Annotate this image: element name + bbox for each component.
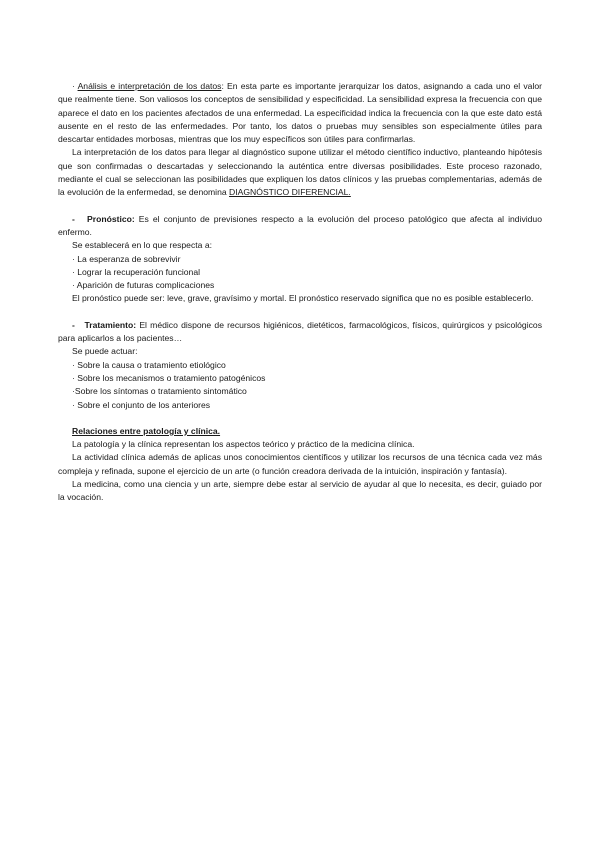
tratamiento-intro: Se puede actuar: xyxy=(72,346,138,357)
spacer xyxy=(58,200,542,213)
relaciones-heading-line xyxy=(58,425,542,438)
relaciones-paragraph-1: La patología y la clínica representan los aspectos teórico y práctico de la medicina clínica. xyxy=(72,439,415,450)
tratamiento-paragraph xyxy=(58,319,542,346)
analisis-text-1: : En esta parte es importante jerarquizar los datos, asignando a cada uno el valor que realmente tiene. Son valiosos los conceptos de sensibilidad y especificidad. La sensibilidad expresa la frecuencia con que aparece el dato en los pacientes afectados de una enfermedad. La especificidad indica la frecuencia con la que este dato está ausente en el resto de las enfermedades. Por tanto, los datos o pruebas muy sensibles son especialmente útiles para descartar entidades morbosas, mientras que los muy específicos son útiles para confirmarlas. xyxy=(58,81,542,145)
pronostico-text: Es el conjunto de previsiones respecto a la evolución del proceso patológico que afecta al individuo enfermo. xyxy=(58,213,542,237)
tratamiento-heading: Tratamiento: xyxy=(84,319,137,330)
analisis-bullet: · xyxy=(72,81,78,91)
relaciones-paragraph-2: La actividad clínica además de aplicas unos conocimientos científicos y utilizar los recursos de una técnica cada vez más compleja y refinada, supone el ejercicio de un arte (o función creadora derivada de la intuición, inspiración y fantasía). xyxy=(58,452,542,476)
relaciones-heading: Relaciones entre patología y clínica. xyxy=(72,425,221,436)
tratamiento-text: El médico dispone de recursos higiénicos, dietéticos, farmacológicos, físicos, quirúrgicos y psicológicos para aplicarlos a los pacientes… xyxy=(58,319,542,344)
list-item: · La esperanza de sobrevivir xyxy=(72,253,181,264)
list-item: · Sobre la causa o tratamiento etiológico xyxy=(72,359,226,370)
spacer xyxy=(58,412,542,425)
analisis-heading: Análisis e interpretación de los datos xyxy=(77,81,222,91)
list-item: · Lograr la recuperación funcional xyxy=(72,266,201,277)
list-item: · Aparición de futuras complicaciones xyxy=(72,280,215,291)
pronostico-heading: Pronóstico: xyxy=(87,213,135,224)
tratamiento-dash: - xyxy=(72,319,75,330)
diagnostico-diferencial: DIAGNÓSTICO DIFERENCIAL. xyxy=(229,187,351,198)
interpretacion-paragraph xyxy=(58,146,542,199)
list-item: ·Sobre los síntomas o tratamiento sintomático xyxy=(72,386,247,397)
pronostico-intro: Se establecerá en lo que respecta a: xyxy=(72,240,212,251)
tratamiento-list xyxy=(58,359,542,412)
pronostico-list xyxy=(58,253,542,293)
pronostico-paragraph xyxy=(58,213,542,240)
analisis-paragraph xyxy=(58,80,542,146)
list-item: · Sobre los mecanismos o tratamiento patogénicos xyxy=(72,372,266,383)
pronostico-dash: - xyxy=(72,213,75,224)
relaciones-paragraph-3: La medicina, como una ciencia y un arte, siempre debe estar al servicio de ayudar al que lo necesita, es decir, guiado por la vocación. xyxy=(58,479,542,503)
list-item: · Sobre el conjunto de los anteriores xyxy=(72,399,211,410)
pronostico-closing: El pronóstico puede ser: leve, grave, gravísimo y mortal. El pronóstico reservado significa que no es posible establecerlo. xyxy=(72,293,534,304)
interpretacion-text: La interpretación de los datos para llegar al diagnóstico supone utilizar el método científico inductivo, planteando hipótesis que son confirmadas o descartadas y seleccionando la auténtica entre diversas posibilidades. Este proceso razonado, mediante el cual se seleccionan las posibilidades que expliquen los datos clínicos y las pruebas complementarias, además de la evolución de la enfermedad, se denomina xyxy=(58,147,542,198)
spacer xyxy=(58,306,542,319)
